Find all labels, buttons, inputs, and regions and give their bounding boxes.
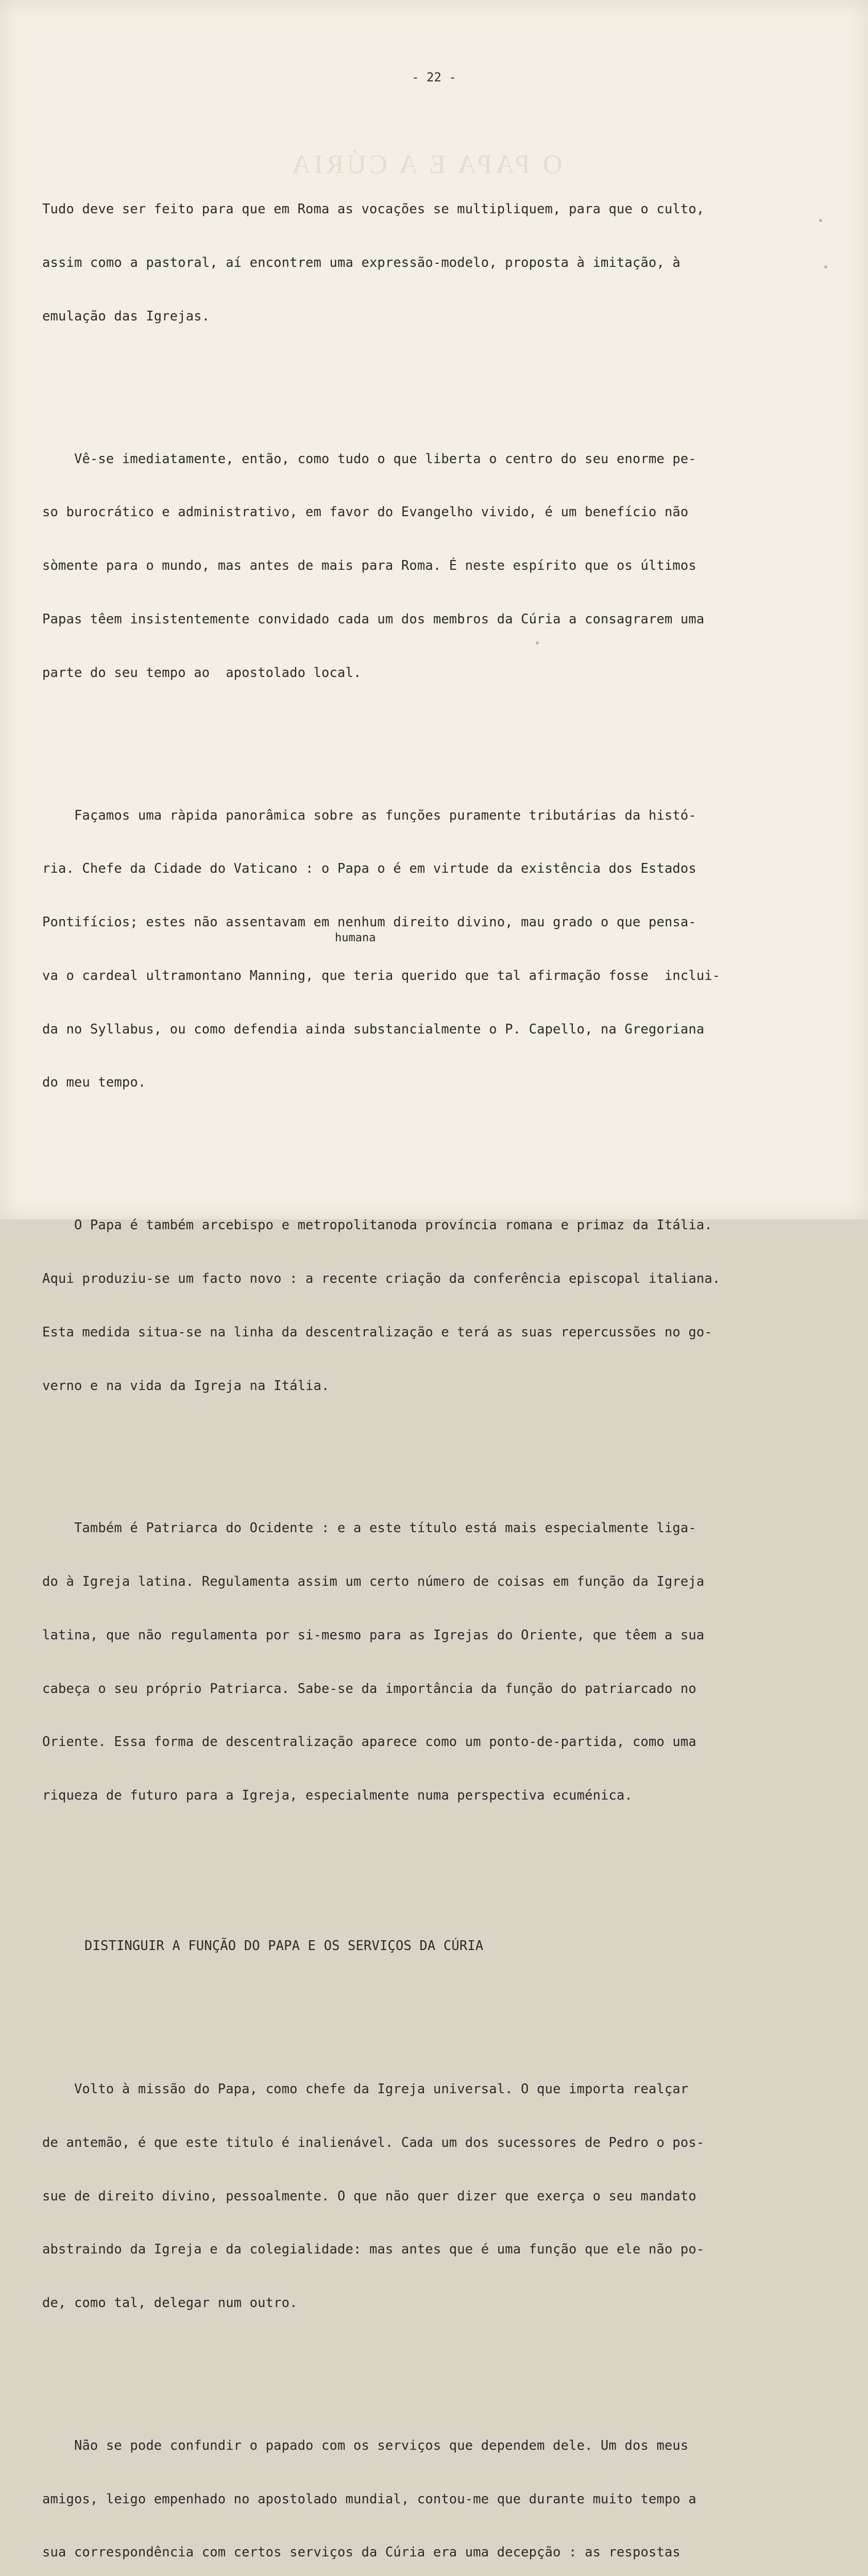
text-line: parte do seu tempo ao apostolado local. bbox=[42, 664, 362, 680]
text-line: da no Syllabus, ou como defendia ainda substancialmente o P. Capello, na Gregoriana bbox=[42, 1021, 705, 1037]
paragraph-6 bbox=[42, 2044, 784, 2347]
text-line: Aqui produziu-se um facto novo : a recente criação da conferência episcopal italiana. bbox=[42, 1270, 721, 1286]
paper-speck bbox=[824, 265, 827, 268]
paragraph-7 bbox=[42, 2401, 784, 2576]
text-line: verno e na vida da Igreja na Itália. bbox=[42, 1377, 330, 1393]
handwritten-insertion: humana bbox=[335, 931, 376, 944]
text-line: riqueza de futuro para a Igreja, especialmente numa perspectiva ecuménica. bbox=[42, 1787, 633, 1803]
text-line: ria. Chefe da Cidade do Vaticano : o Papa o é em virtude da existência dos Estados bbox=[42, 860, 696, 876]
text-line: O Papa é também arcebispo e metropolitanoda província romana e primaz da Itália. bbox=[42, 1217, 712, 1233]
text-line: de antemão, é que este titulo é inalienável. Cada um dos sucessores de Pedro o pos- bbox=[42, 2134, 705, 2150]
text-line: Papas têem insistentemente convidado cada um dos membros da Cúria a consagrarem uma bbox=[42, 611, 705, 627]
text-line: Façamos uma ràpida panorâmica sobre as funções puramente tributárias da histó- bbox=[42, 807, 696, 823]
text-line: Também é Patriarca do Ocidente : e a este título está mais especialmente liga- bbox=[42, 1520, 696, 1536]
text-line: Volto à missão do Papa, como chefe da Igreja universal. O que importa realçar bbox=[42, 2080, 689, 2096]
text-line: emulação das Igrejas. bbox=[42, 308, 210, 324]
paragraph-4 bbox=[42, 1180, 784, 1430]
paragraph-1 bbox=[42, 164, 784, 361]
text-line: sua correspondência com certos serviços da Cúria era uma decepção : as respostas bbox=[42, 2544, 680, 2560]
text-line: sòmente para o mundo, mas antes de mais para Roma. É neste espírito que os últimos bbox=[42, 557, 696, 573]
text-line: do à Igreja latina. Regulamenta assim um certo número de coisas em função da Igreja bbox=[42, 1573, 705, 1589]
text-line: Não se pode confundir o papado com os serviços que dependem dele. Um dos meus bbox=[42, 2437, 689, 2453]
text-line: cabeça o seu próprio Patriarca. Sabe-se da importância da função do patriarcado no bbox=[42, 1680, 696, 1696]
bleed-through-text: O PAPA E A CÚRIA bbox=[288, 150, 563, 179]
paper-speck bbox=[819, 219, 822, 222]
page-number: - 22 - bbox=[412, 70, 456, 84]
text-line: do meu tempo. bbox=[42, 1074, 146, 1090]
text-line: Esta medida situa-se na linha da descentralização e terá as suas repercussões no go- bbox=[42, 1324, 712, 1340]
section-heading: DISTINGUIR A FUNÇÃO DO PAPA E OS SERVIÇOS DA CÚRIA bbox=[84, 1938, 484, 1954]
text-line: sue de direito divino, pessoalmente. O que não quer dizer que exerça o seu mandato bbox=[42, 2188, 696, 2204]
text-line: amigos, leigo empenhado no apostolado mundial, contou-me que durante muito tempo a bbox=[42, 2490, 696, 2506]
text-line: abstraindo da Igreja e da colegialidade: mas antes que é uma função que ele não po- bbox=[42, 2241, 705, 2257]
text-line: assim como a pastoral, aí encontrem uma expressão-modelo, proposta à imitação, à bbox=[42, 255, 680, 270]
text-line: Vê-se imediatamente, então, como tudo o que liberta o centro do seu enorme pe- bbox=[42, 450, 696, 466]
text-line: va o cardeal ultramontano Manning, que teria querido que tal afirmação fosse inclui- bbox=[42, 967, 721, 983]
body-text bbox=[42, 129, 784, 2576]
paragraph-3 bbox=[42, 770, 784, 1127]
paragraph-2 bbox=[42, 414, 784, 717]
paragraph-5 bbox=[42, 1483, 784, 1840]
text-line: Oriente. Essa forma de descentralização aparece como um ponto-de-partida, como uma bbox=[42, 1734, 696, 1750]
text-line: so burocrático e administrativo, em favor do Evangelho vivido, é um benefício não bbox=[42, 504, 689, 520]
text-line: de, como tal, delegar num outro. bbox=[42, 2295, 298, 2311]
text-line: Tudo deve ser feito para que em Roma as vocações se multipliquem, para que o culto, bbox=[42, 201, 705, 217]
text-line: Pontifícios; estes não assentavam em nenhum direito divino, mau grado o que pensa- bbox=[42, 914, 696, 930]
text-line: latina, que não regulamenta por si-mesmo para as Igrejas do Oriente, que têem a sua bbox=[42, 1626, 705, 1642]
